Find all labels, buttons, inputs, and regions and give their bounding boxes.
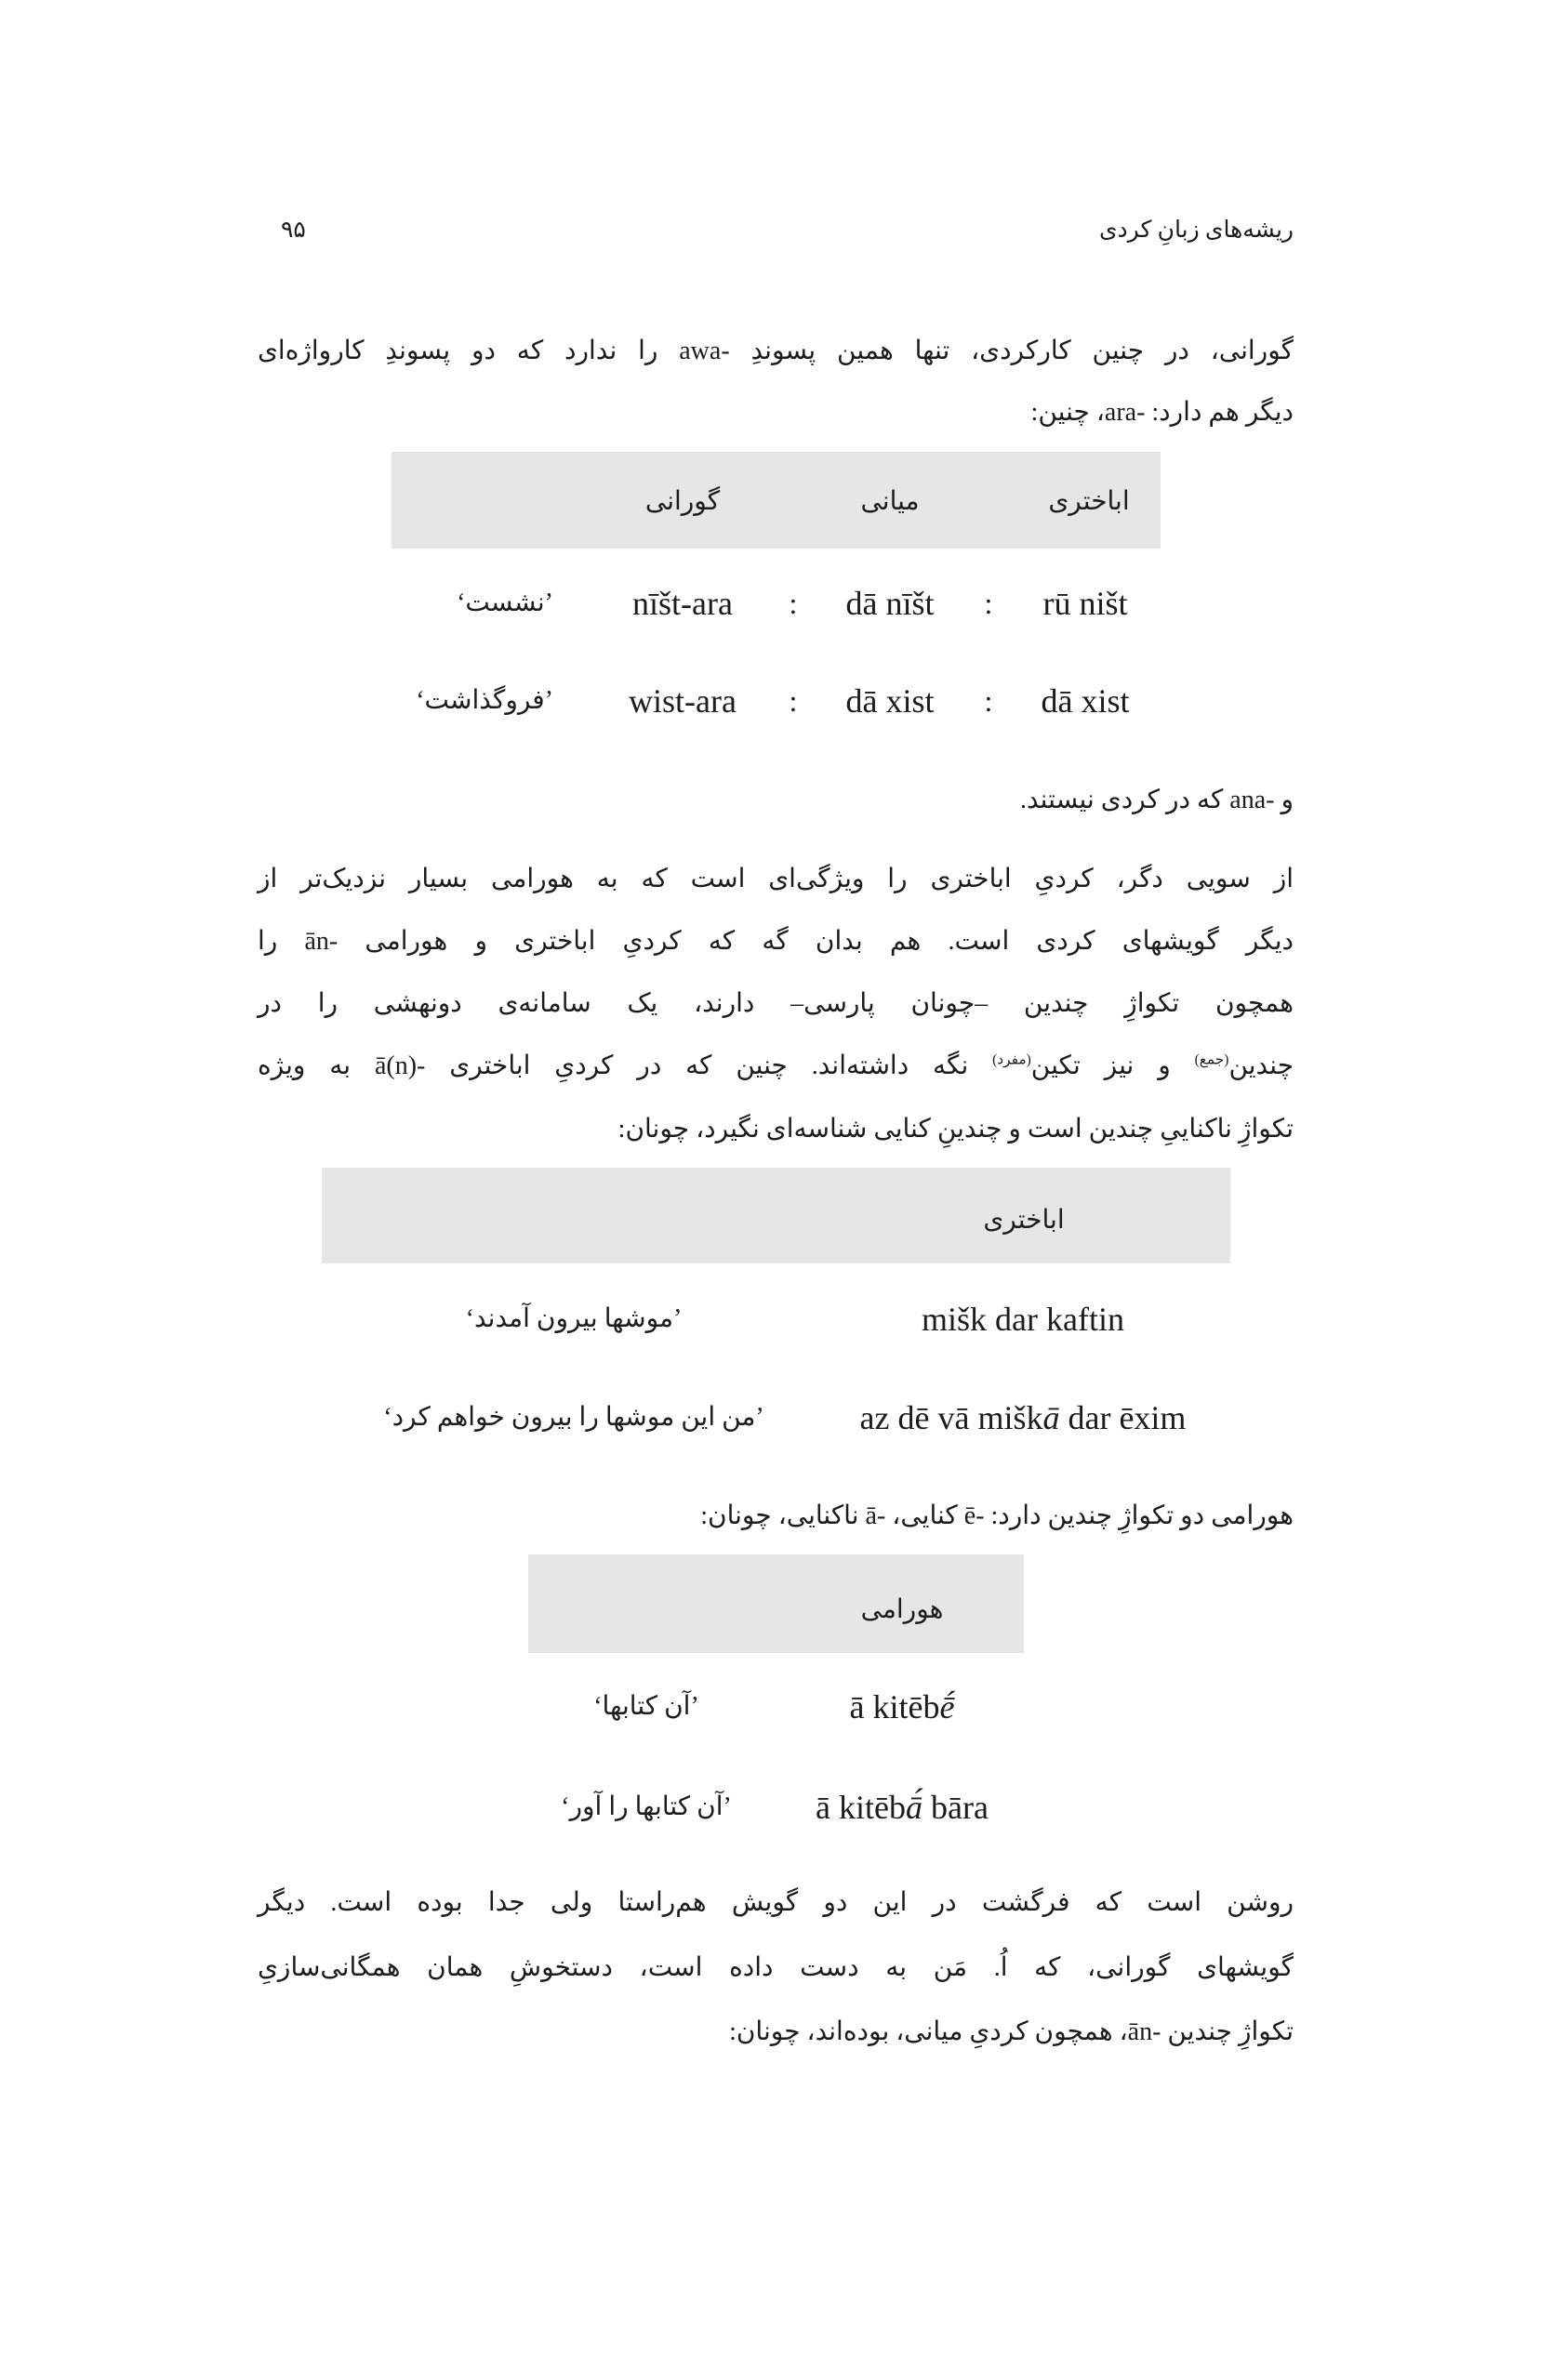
miani-form: dā xist (845, 682, 935, 720)
gurani-form: nīšt-ara (632, 585, 733, 622)
paragraph-4-line-1: هورامی دو تکواژِ چندین دارد: -ē کنایی، -ā ناکنایی، چونان: (700, 1501, 1294, 1530)
superscript-plural-note: (جمع) (1194, 1051, 1229, 1068)
line-segment: و نیز تکین (1030, 1051, 1195, 1080)
abakhtari-form: dā xist (1041, 682, 1130, 720)
abakhtari-example (790, 1291, 1255, 1347)
table-2-header-abakhtari: اباختری (983, 1206, 1065, 1235)
paragraph-3-line-2: دیگر گویشهای کردی است. هم بدان گه که کردیِ اباختری و هورامی -ān را (258, 927, 1294, 956)
table-1-header-miani: میانی (860, 487, 920, 516)
paragraph-2-line-1: و -ana که در کردی نیستند. (1019, 786, 1294, 814)
colon-separator: : (984, 587, 993, 620)
paragraph-5-line-3: تکواژِ چندین -ān، همچون کردیِ میانی، بوده‌اند، چونان: (729, 2017, 1294, 2046)
table-1-header-gurani: گورانی (644, 487, 721, 516)
paragraph-3-line-4 (258, 1038, 1294, 1094)
example-text: ā kitēb (849, 1688, 940, 1726)
abakhtari-form: rū ništ (1042, 585, 1128, 622)
stressed-vowel: ḗ (939, 1688, 955, 1726)
paragraph-5-line-1: روشن است که فرگشت در این دو گویش هم‌راستا ولی جدا بوده است. دیگر (258, 1888, 1294, 1917)
example-text: az dē vā mišk (859, 1399, 1043, 1436)
gloss: ’نشست‘ (457, 588, 553, 617)
paragraph-3-line-3: همچون تکواژِ چندین –چونان پارسی– دارند، یک سامانه‌ی دونهشی را در (258, 989, 1294, 1018)
miani-form: dā nīšt (845, 585, 935, 622)
gloss: ’موشها بیرون آمدند‘ (465, 1304, 683, 1333)
page-number: ۹۵ (281, 218, 306, 243)
colon-separator: : (789, 587, 798, 620)
gloss: ’فروگذاشت‘ (416, 686, 553, 715)
example-text: mišk dar kaftin (922, 1301, 1124, 1338)
line-segment: چندین (1228, 1051, 1294, 1080)
running-title: ریشه‌های زبانِ کردی (1098, 218, 1294, 243)
example-text: bāra (923, 1789, 989, 1826)
gurani-form: wist-ara (629, 682, 737, 720)
gloss: ’من این موشها را بیرون خواهم کرد‘ (383, 1403, 764, 1432)
paragraph-3-line-1: از سویی دگر، کردیِ اباختری را ویژگی‌ای است که به هورامی بسیار نزدیک‌تر از (258, 865, 1294, 893)
table-3-header-hawrami: هورامی (860, 1595, 944, 1624)
paragraph-1-line-1: گورانی، در چنین کارکردی، تنها همین پسوندِ -awa را ندارد که دو پسوندِ کارواژه‌ای (258, 337, 1294, 365)
gloss: ’آن کتابها را آور‘ (561, 1792, 732, 1821)
colon-separator: : (984, 684, 993, 718)
superscript-singular-note: (مفرد) (992, 1051, 1031, 1068)
stressed-vowel: ā (1042, 1399, 1060, 1436)
example-text: dar ēxim (1059, 1399, 1187, 1436)
abakhtari-example (790, 1390, 1255, 1446)
colon-separator: : (789, 684, 798, 718)
example-text: ā kitēb (816, 1789, 906, 1826)
paragraph-3-line-5: تکواژِ ناکناییِ چندین است و چندینِ کنایی شناسه‌ای نگیرد، چونان: (617, 1115, 1294, 1144)
paragraph-5-line-2: گویشهای گورانی، که اُ. مَن به دست داده است، دستخوشِ همان همگانی‌سازیِ (258, 1953, 1294, 1982)
gloss: ’آن کتابها‘ (593, 1692, 699, 1721)
paragraph-1-line-2: دیگر هم دارد: -ara، چنین: (1030, 398, 1294, 427)
line-segment: نگه داشته‌اند. چنین که در کردیِ اباختری -ā(n) به ویژه (258, 1051, 993, 1080)
table-1-header-abakhtari: اباختری (1048, 487, 1130, 516)
stressed-vowel: ā́ (906, 1789, 923, 1826)
